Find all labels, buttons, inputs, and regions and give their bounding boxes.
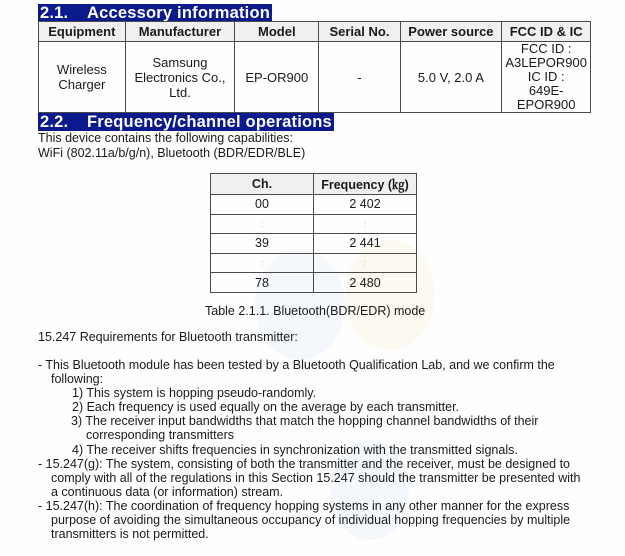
fcc-line: IC ID : [527, 69, 565, 84]
section-title: Frequency/channel operations [87, 113, 332, 131]
requirement-line: following: [51, 372, 104, 386]
cell-channel: 39 [211, 234, 314, 254]
table-row-ellipsis [211, 253, 417, 273]
table-header-row [211, 174, 417, 195]
table-row [39, 42, 591, 113]
table-row [211, 273, 417, 293]
accessory-table [38, 21, 591, 113]
header-serial: Serial No. [319, 22, 400, 42]
header-fcc-ic: FCC ID & IC [502, 22, 591, 42]
fcc-line: FCC ID : [520, 41, 572, 56]
table-header-row [39, 22, 591, 42]
requirement-line: purpose of avoiding the simultaneous occupancy of individual hopping frequencies by multiple [51, 513, 571, 527]
section-heading-frequency [38, 113, 334, 131]
header-manufacturer: Manufacturer [125, 22, 235, 42]
requirement-line: - 15.247(g): The system, consisting of both the transmitter and the receiver, must be designed to [38, 457, 570, 471]
equipment-line: Charger [58, 77, 106, 92]
requirement-line: 4) The receiver shifts frequencies in synchronization with the transmitted signals. [72, 443, 518, 457]
requirement-line: - This Bluetooth module has been tested by a Bluetooth Qualification Lab, and we confirm the [38, 358, 555, 372]
requirement-line: transmitters is not permitted. [51, 527, 209, 541]
header-power: Power source [400, 22, 502, 42]
cell-frequency: : [314, 214, 417, 234]
table-row-ellipsis [211, 214, 417, 234]
cell-power: 5.0 V, 2.0 A [400, 42, 502, 113]
table-row [211, 234, 417, 254]
requirement-line: 2) Each frequency is used equally on the average by each transmitter. [72, 400, 460, 414]
cell-model: EP-OR900 [235, 42, 319, 113]
cell-channel: 78 [211, 273, 314, 293]
cell-equipment [39, 42, 126, 113]
cell-fcc-ic [502, 42, 591, 113]
header-equipment: Equipment [39, 22, 126, 42]
section-title: Accessory information [87, 4, 271, 22]
cell-channel: : [211, 214, 314, 234]
manufacturer-line: Samsung [152, 54, 208, 70]
requirement-line: 1) This system is hopping pseudo-randomly. [72, 386, 317, 400]
section-number: 2.2. [40, 113, 69, 131]
requirements-title: 15.247 Requirements for Bluetooth transmitter: [38, 330, 298, 344]
requirement-line: corresponding transmitters [86, 428, 234, 442]
fcc-line: 649E-EPOR900 [516, 83, 576, 112]
cell-channel: 00 [211, 195, 314, 215]
header-frequency: Frequency (㎏) [314, 174, 417, 195]
section-number: 2.1. [40, 4, 69, 22]
requirement-line: a continuous data (or information) stream. [51, 485, 284, 499]
cell-frequency: 2 441 [314, 234, 417, 254]
manufacturer-line: Ltd. [169, 84, 191, 100]
cell-frequency: 2 480 [314, 273, 417, 293]
fcc-line: A3LEPOR900 [505, 55, 587, 70]
cell-frequency: 2 402 [314, 195, 417, 215]
cell-frequency: : [314, 253, 417, 273]
cell-channel: : [211, 253, 314, 273]
header-model: Model [235, 22, 319, 42]
cell-serial: - [319, 42, 400, 113]
requirement-line: 3) The receiver input bandwidths that match the hopping channel bandwidths of their [71, 414, 539, 428]
intro-line: WiFi (802.11a/b/g/n), Bluetooth (BDR/EDR/BLE) [38, 146, 306, 160]
equipment-line: Wireless [56, 62, 107, 77]
cell-manufacturer [125, 42, 235, 113]
intro-line: This device contains the following capabilities: [38, 131, 293, 145]
requirement-line: comply with all of the regulations in this Section 15.247 should the transmitter be presented with [51, 471, 581, 485]
manufacturer-line: Electronics Co., [134, 69, 226, 85]
table-caption: Table 2.1.1. Bluetooth(BDR/EDR) mode [205, 304, 426, 318]
table-row [211, 195, 417, 215]
requirement-line: - 15.247(h): The coordination of frequency hopping systems in any other manner for the express [38, 499, 570, 513]
section-heading-accessory [38, 4, 272, 22]
header-channel: Ch. [211, 174, 314, 195]
frequency-table [210, 173, 417, 293]
